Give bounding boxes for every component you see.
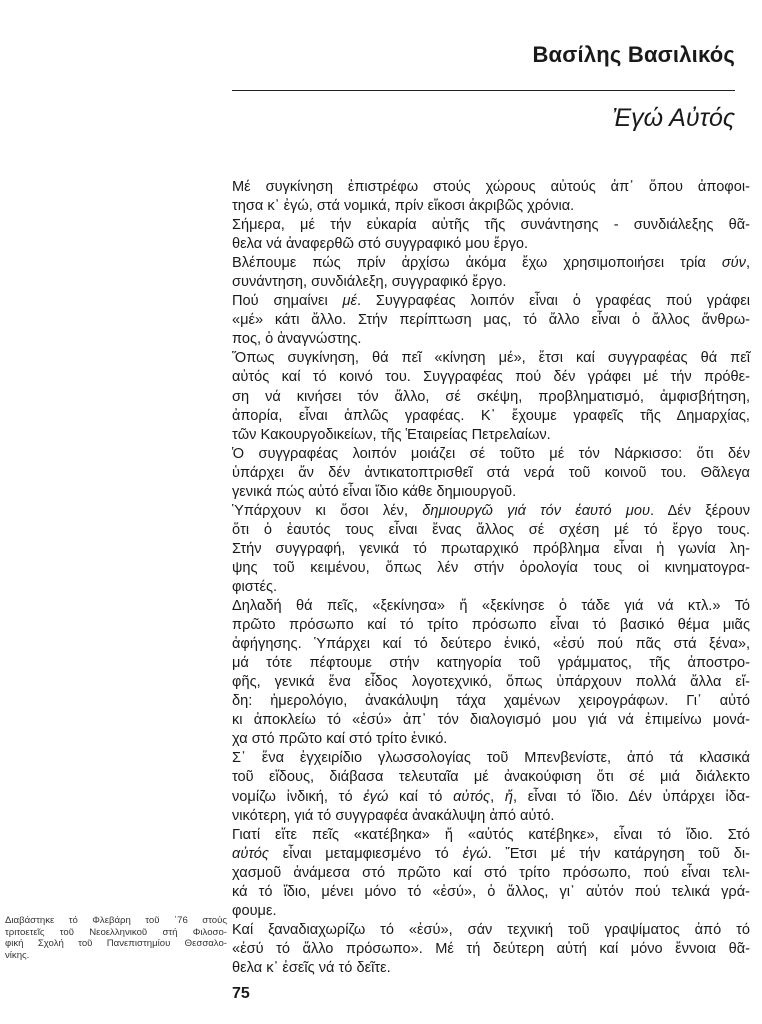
text-line [232,807,750,826]
text-line [232,540,750,559]
footnote-line: τριτοετεῖς τοῦ Νεοελληνικοῦ στή Φιλοσο- [5,926,227,938]
italic-text: δημιουργῶ γιά τόν ἑαυτό μου [422,502,650,519]
italic-text: ἐγώ [462,845,488,862]
text-line [232,597,750,616]
text-run: Σήμερα, μέ τήν εὐκαρία αὐτῆς τῆς συνάντησης - συνδιάλεξης θᾶ- [232,217,750,234]
footnote-line: Διαβάστηκε τό Φλεβάρη τοῦ ᾽76 στούς [5,915,227,926]
text-line [232,273,750,292]
text-run: εἶναι μεταμφιεσμένο τό [269,845,463,862]
text-line [232,388,750,407]
text-run: δη: ἡμερολόγιο, ἀνακάλυψη τάχα χαμένων χειρογράφων. Γι᾽ αὐτό [232,693,750,710]
text-run: . Δέν ξέρουν [650,502,750,519]
text-run: Ὁ συγγραφέας λοιπόν μοιάζει σέ τοῦτο μέ τόν Νάρκισσο: ὅτι δέν [232,445,750,462]
text-run: , εἶναι τό ἴδιο. Δέν ὑπάρχει ἰδα- [513,788,751,805]
text-run: τῶν Κακουργοδικείων, τῆς Ἑταιρείας Πετρελαίων. [232,426,551,443]
text-run: χασμοῦ ἀνάμεσα στό πρῶτο καί στό τρίτο πρόσωπο, πού εἶναι τελι- [232,864,750,881]
text-line [232,864,750,883]
text-line [232,235,750,254]
text-line [232,216,750,235]
text-run: Γιατί εἴτε πεῖς «κατέβηκα» ἤ «αὐτός κατέβηκε», εἶναι τό ἴδιο. Στό [232,826,750,843]
author-name: Βασίλης Βασιλικός [532,42,735,67]
text-run: θελα νά ἀναφερθῶ στό συγγραφικό μου ἔργο. [232,236,529,253]
text-run: μά τότε πέφτουμε στήν κατηγορία τοῦ γράμματος, τῆς ἀποστρο- [232,655,750,672]
text-line [232,826,750,845]
text-line [232,616,750,635]
text-run: ἀπορία, εἶναι ἁπλῶς γραφέας. Κ᾽ ἔχουμε γραφεῖς τῆς Δημαρχίας, [232,407,750,424]
text-run: φῆς, γενικά ἕνα εἶδος λογοτεχνικό, ὅπως ὑπάρχουν πολλά ἄλλα εἴ- [232,674,750,691]
text-run: φιστές. [232,578,278,595]
text-line [232,959,750,978]
text-line [232,902,750,921]
text-run: Ὑπάρχουν κι ὅσοι λέν, [232,502,423,519]
text-line [232,845,750,864]
text-line [232,635,750,654]
text-line [232,197,750,216]
text-line [232,349,750,368]
text-line [232,921,750,940]
italic-text: ἤ [504,788,513,805]
italic-text: ἐγώ [363,788,389,805]
text-run: τησα κ᾽ ἐγώ, στά νομικά, πρίν εἴκοσι ἀκριβῶς χρόνια. [232,198,575,215]
text-run: κά τό ἴδιο, μένει μόνο τό «ἐσύ», ὁ ἄλλος, γι᾽ αὐτόν πού τελικά γρά- [232,883,750,900]
text-run: Καί ξαναδιαχωρίζω τό «ἐσύ», σάν τεχνική τοῦ γραψίματος ἀπό τό [232,921,750,938]
text-run: γενικά πώς αὐτό εἶναι ἴδιο κάθε δημιουργοῦ. [232,483,517,500]
footnote [5,915,227,961]
text-run: καί τό [388,788,454,805]
text-line [232,788,750,807]
text-run: τοῦ εἴδους, διάβασα τελευταῖα μέ ἀνακούφιση ὅτι σέ μιά διάλεκτο [232,769,750,786]
text-line [232,692,750,711]
text-run: θελα κ᾽ ἐσεῖς νά τό δεῖτε. [232,959,391,976]
text-line [232,330,750,349]
text-run: ψης τοῦ κειμένου, ὅπως λέν στήν ὁρολογία τους οἱ κινηματογρα- [232,559,750,576]
text-line [232,407,750,426]
italic-text: αὐτός [453,788,491,805]
text-run: Στήν συγγραφή, γενικά τό πρωταρχικό πρόβλημα εἶναι ἡ γωνία λη- [232,540,750,557]
text-run: νικότερη, γιά τό συγγραφέα ἀνακάλυψη ἀπό αὐτό. [232,807,555,824]
text-run: αὐτός καί τό κοινό του. Συγγραφέας πού δέν γράφει μέ τήν πρόθε- [232,369,750,386]
text-run: φουμε. [232,902,277,919]
italic-text: μέ [342,293,357,310]
text-run: . Συγγραφέας λοιπόν εἶναι ὁ γραφέας πού γράφει [356,293,750,310]
text-run: κι ἀποκλείω τό «ἐσύ» ἀπ᾽ τόν διαλογισμό μου γιά νά ἐπιμείνω μονά- [232,712,750,729]
text-line [232,445,750,464]
footnote-line: φική Σχολή τοῦ Πανεπιστημίου Θεσσαλο- [5,938,227,949]
text-line [232,883,750,902]
text-line [232,292,750,311]
text-run: ἀφήγησης. Ὑπάρχει καί τό δεύτερο ἑνικό, «ἐσύ πού πᾶς στά ξένα», [232,636,750,653]
text-run: Δηλαδή θά πεῖς, «ξεκίνησα» ἤ «ξεκίνησε ὁ τάδε γιά νά κτλ.» Τό [232,598,750,615]
text-run: ὅτι ὁ ἑαυτός τους εἶναι ἕνας ἄλλος σέ σχέση μέ τό ἔργο τους. [232,521,750,538]
text-run: Πού σημαίνει [232,293,343,310]
article-title: Ἐγώ Αὐτός [612,104,735,132]
text-line [232,654,750,673]
text-line [232,559,750,578]
footnote-line: νίκης. [5,949,30,961]
text-run: ὑπάρχει ἄν δέν ἀντικατοπτρισθεῖ στά νερά τοῦ κοινοῦ του. Θᾶλεγα [232,464,750,481]
text-line [232,502,750,521]
text-run: «ἐσύ τό ἄλλο πρόσωπο». Μέ τή δεύτερη αὐτή καί μόνο ἔννοια θᾶ- [232,940,750,957]
text-run: χα στό πρῶτο καί στό τρίτο ἑνικό. [232,731,448,748]
text-line [232,426,750,445]
text-run: , [490,788,505,805]
text-line [232,521,750,540]
text-run: Ὅπως συγκίνηση, θά πεῖ «κίνηση μέ», ἔτσι καί συγγραφέας θά πεῖ [232,350,750,367]
text-run: , [745,255,750,272]
text-run: «μέ» κάτι ἄλλο. Στήν περίπτωση μας, τό ἄλλο εἶναι ὁ ἄλλος ἄνθρω- [232,312,750,329]
text-run: συνάντηση, συνδιάλεξη, συγγραφικό ἔργο. [232,274,507,291]
text-line [232,940,750,959]
text-line [232,749,750,768]
text-run: Βλέπουμε πώς πρίν ἀρχίσω ἀκόμα ἔχω χρησιμοποιήσει τρία [232,255,722,272]
text-run: Μέ συγκίνηση ἐπιστρέφω στούς χώρους αὐτούς ἀπ᾽ ὅπου ἀποφοι- [232,179,750,195]
text-line [232,483,750,502]
text-line [232,178,750,197]
italic-text: σύν [721,255,746,272]
text-run: ση νά κινήσει τόν ἄλλο, σέ σκέψη, προβληματισμό, ἀμφισβήτηση, [232,388,750,405]
text-run: νομίζω ἰνδική, τό [232,788,364,805]
text-line [232,578,750,597]
page-number: 75 [232,985,250,1002]
article-body [232,178,750,978]
text-run: πρῶτο πρόσωπο καί τό τρίτο πρόσωπο εἶναι τό βασικό θέμα μιᾶς [232,617,750,634]
text-run: Σ᾽ ἕνα ἐγχειρίδιο γλωσσολογίας τοῦ Μπενβενίστε, ἀπό τά κλασικά [232,750,750,767]
text-line [232,768,750,787]
text-line [232,464,750,483]
text-line [232,254,750,273]
text-line [232,711,750,730]
text-line [232,368,750,387]
text-run: . Ἔτσι μέ τήν κατάργηση τοῦ δι- [487,845,750,862]
italic-text: αὐτός [232,845,270,862]
text-run: πος, ὁ ἀναγνώστης. [232,331,362,348]
title-rule [232,90,735,91]
text-line [232,673,750,692]
text-line [232,730,750,749]
text-line [232,311,750,330]
